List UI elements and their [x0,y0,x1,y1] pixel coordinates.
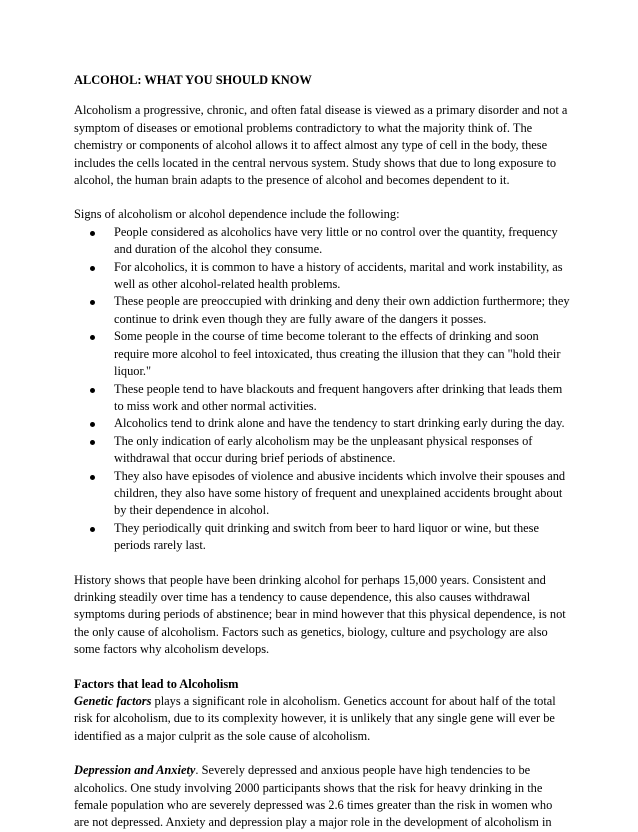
bullet-icon [90,475,95,480]
list-item-text: For alcoholics, it is common to have a history of accidents, marital and work instability, as well as other alcohol-related health problems. [114,259,563,292]
paragraph-gap [74,659,570,676]
list-item-text: Alcoholics tend to drink alone and have the tendency to start drinking early during the day. [114,416,565,431]
intro-paragraph: Alcoholism a progressive, chronic, and often fatal disease is viewed as a primary disorder and not a symptom of diseases or emotional problems contradictory to what the majority think of. The chemistry or components of alcohol allows it to affect almost any type of cell in the body, these includes the cells located in the central nervous system. Study shows that due to long exposure to alcohol, the human brain adapts to the presence of alcohol and becomes dependent to it. [74,103,568,188]
list-item [74,293,570,328]
depression-label: Depression and Anxiety [74,763,196,778]
paragraph-gap [74,745,570,762]
list-item [74,328,570,380]
document-title: ALCOHOL: WHAT YOU SHOULD KNOW [74,73,312,87]
bullet-icon [90,527,95,532]
list-item-text: The only indication of early alcoholism may be the unpleasant physical responses of withdrawal that occur during brief periods of abstinence. [114,433,533,466]
document-page [74,72,570,832]
list-item [74,520,570,555]
bullet-icon [90,231,95,236]
list-item-text: They periodically quit drinking and switch from beer to hard liquor or wine, but these periods rarely last. [114,520,539,553]
list-item [74,433,570,468]
depression-paragraph [74,762,570,832]
paragraph-gap [74,189,570,206]
depression-text: . Severely depressed and anxious people have high tendencies to be alcoholics. One study involving 2000 participants shows that the risk for heavy drinking in the female population who are severely depressed was 2.6 times greater than the risk in women who are not depressed. Anxiety and depression play a major role in the development of alcoholism in [74,763,553,830]
bullet-icon [90,300,95,305]
bullet-icon [90,422,95,427]
genetic-paragraph [74,693,570,745]
list-item-text: They also have episodes of violence and abusive incidents which involve their spouses and children, they also have some history of frequent and unexplained accidents brought about by their dependence in alcohol. [114,468,566,518]
paragraph-gap [74,555,570,572]
list-item [74,259,570,294]
list-item-text: These people are preoccupied with drinking and deny their own addiction furthermore; they continue to drink even though they are fully aware of the dangers it posses. [114,294,570,326]
list-item-text: People considered as alcoholics have very little or no control over the quantity, frequency and duration of the alcohol they consume. [114,224,558,257]
list-item-text: Some people in the course of time become tolerant to the effects of drinking and soon require more alcohol to feel intoxicated, thus creating the illusion that they can "hold their liquor." [114,329,561,379]
bullet-icon [90,266,95,271]
list-item [74,381,570,416]
bullet-icon [90,440,95,445]
history-paragraph: History shows that people have been drinking alcohol for perhaps 15,000 years. Consistent and drinking steadily over time has a tendency to cause dependence, this also causes withdrawal symptoms during periods of abstinence; bear in mind however that this physical dependence, is not the only cause of alcoholism. Factors such as genetics, biology, culture and psychology are also some factors why alcoholism develops. [74,572,566,657]
genetic-text: plays a significant role in alcoholism. Genetics account for about half of the total risk for alcoholism, due to its complexity however, it is unlikely that any single gene will ever be identified as a major culprit as the sole cause of alcoholism. [74,694,556,743]
list-item-text: These people tend to have blackouts and frequent hangovers after drinking that leads them to miss work and other normal activities. [114,381,563,413]
list-item [74,224,570,259]
bullet-icon [90,388,95,393]
list-item [74,415,570,432]
signs-list [74,224,570,555]
genetic-label: Genetic factors [74,694,152,708]
list-item [74,468,570,520]
section-heading: Factors that lead to Alcoholism [74,676,239,691]
bullet-icon [90,335,95,340]
signs-intro: Signs of alcoholism or alcohol dependence include the following: [74,207,400,222]
